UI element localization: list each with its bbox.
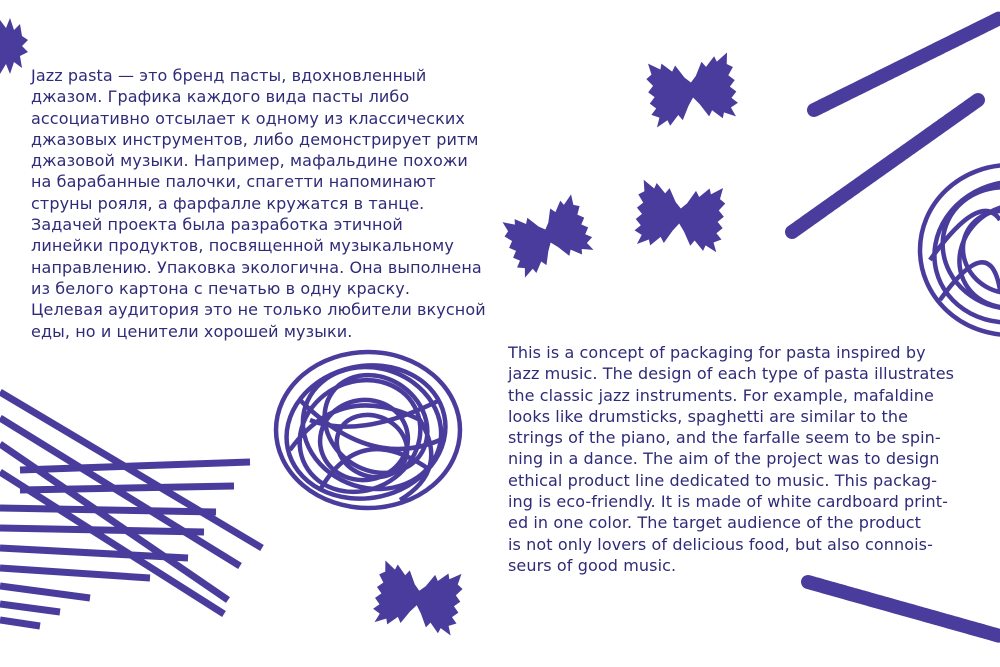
text-line: looks like drumsticks, spaghetti are similar to the xyxy=(508,406,909,426)
text-line: ассоциативно отсылает к одному из классических xyxy=(31,108,465,128)
text-line: джазовых инструментов, либо демонстрирует ритм xyxy=(31,129,479,149)
pasta-nest-icon xyxy=(274,349,460,513)
farfalle-icon xyxy=(644,52,740,128)
text-line: strings of the piano, and the farfalle seem to be spin- xyxy=(508,428,941,448)
text-line: Jazz pasta — это бренд пасты, вдохновленный xyxy=(31,66,427,85)
text-line: ethical product line dedicated to music. This packag- xyxy=(508,470,938,490)
text-line: seurs of good music. xyxy=(508,555,677,575)
text-line: ing is eco-friendly. It is made of white cardboard print- xyxy=(508,492,949,512)
text-line: на барабанные палочки, спагетти напоминают xyxy=(31,172,436,192)
text-line: This is a concept of packaging for pasta inspired by xyxy=(508,343,926,362)
farfalle-icon xyxy=(499,193,596,279)
spaghetti-icon xyxy=(0,392,262,626)
text-line: еды, но и ценители хорошей музыки. xyxy=(31,321,353,341)
farfalle-icon xyxy=(371,560,465,636)
text-line: jazz music. The design of each type of pasta illustrates xyxy=(508,364,955,384)
text-line: the classic jazz instruments. For example, mafaldine xyxy=(508,385,934,405)
text-line: джазовой музыки. Например, мафальдине похожи xyxy=(31,151,468,171)
text-line: направлению. Упаковка экологична. Она выполнена xyxy=(31,257,482,277)
pasta-nest-icon xyxy=(919,165,1000,339)
description-russian xyxy=(31,65,486,342)
farfalle-icon xyxy=(0,18,28,74)
farfalle-icon xyxy=(633,179,727,252)
text-line: ed in one color. The target audience of the product xyxy=(508,513,922,533)
text-line: джазом. Графика каждого вида пасты либо xyxy=(31,87,410,107)
text-line: линейки продуктов, посвященной музыкальному xyxy=(31,236,454,256)
text-line: Целевая аудитория это не только любители вкусной xyxy=(31,300,486,320)
mafaldine-icon xyxy=(808,582,1000,636)
text-line: Задачей проекта была разработка этичной xyxy=(31,215,403,235)
description-english xyxy=(508,342,954,576)
text-line: струны рояля, а фарфалле кружатся в танце. xyxy=(31,193,425,213)
text-line: из белого картона с печатью в одну краску. xyxy=(31,278,411,298)
text-line: is not only lovers of delicious food, but also connois- xyxy=(508,534,933,554)
text-line: ning in a dance. The aim of the project was to design xyxy=(508,449,940,469)
